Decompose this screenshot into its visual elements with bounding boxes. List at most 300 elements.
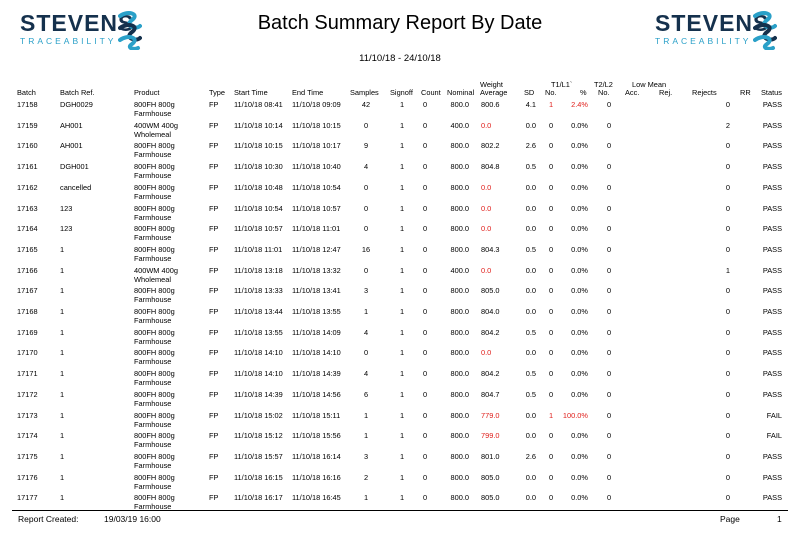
- logo-tagline: TRACEABILITY: [655, 36, 752, 46]
- cell-weight-average: 805.0: [481, 286, 500, 296]
- cell-end-time: 11/10/18 14:39: [292, 369, 341, 379]
- header-status: Status: [761, 88, 782, 97]
- cell-count: 0: [422, 141, 428, 151]
- cell-count: 0: [422, 431, 428, 441]
- cell-batch: 17170: [17, 348, 38, 358]
- cell-t1l1-pct: 2.4%: [571, 100, 588, 109]
- cell-count: 0: [422, 100, 428, 109]
- cell-count: 0: [422, 182, 428, 192]
- header-t2l2-no: No.: [598, 88, 610, 97]
- cell-samples: 16: [361, 244, 371, 254]
- header-t1l1-pct: %: [580, 88, 587, 97]
- cell-signoff: 1: [399, 224, 405, 234]
- cell-end-time: 11/10/18 13:41: [292, 286, 341, 296]
- cell-samples: 1: [363, 307, 369, 316]
- cell-batch: 17167: [17, 286, 38, 296]
- cell-batch: 17159: [17, 120, 38, 130]
- cell-product-name: Farmhouse: [134, 295, 172, 305]
- cell-weight-average: 0.0: [481, 203, 492, 213]
- cell-weight-average: 804.2: [481, 369, 500, 379]
- cell-samples: 0: [363, 265, 369, 275]
- cell-status: FAIL: [766, 410, 782, 420]
- cell-samples: 1: [363, 493, 369, 503]
- cell-t1l1-pct: 0.0%: [571, 162, 588, 172]
- cell-signoff: 1: [399, 286, 405, 296]
- cell-batch: 17165: [17, 244, 38, 254]
- cell-t1l1-pct: 0.0%: [571, 182, 588, 192]
- cell-product-name: Farmhouse: [134, 378, 172, 388]
- cell-product-code: 800FH 800g: [134, 493, 175, 503]
- header-t2l2: T2/L2: [594, 80, 613, 89]
- cell-end-time: 11/10/18 16:14: [292, 451, 341, 461]
- cell-type: FP: [209, 369, 219, 379]
- cell-t1l1-no: 1: [548, 100, 554, 109]
- logo-wordmark: STEVENS: [655, 10, 770, 36]
- cell-t1l1-no: 0: [548, 120, 554, 130]
- cell-rejects: 0: [725, 369, 730, 379]
- cell-rejects: 0: [725, 493, 730, 503]
- cell-samples: 2: [363, 472, 369, 482]
- cell-product-name: Farmhouse: [134, 440, 172, 450]
- cell-weight-average: 802.2: [481, 141, 500, 151]
- cell-type: FP: [209, 286, 219, 296]
- cell-t2l2-no: 0: [606, 203, 612, 213]
- cell-type: FP: [209, 162, 219, 172]
- header-count: Count: [421, 88, 441, 97]
- cell-batch-ref: DGH0029: [60, 100, 93, 109]
- cell-signoff: 1: [399, 369, 405, 379]
- cell-type: FP: [209, 410, 219, 420]
- cell-product-name: Farmhouse: [134, 191, 172, 201]
- cell-rejects: 0: [725, 141, 730, 151]
- cell-end-time: 11/10/18 13:32: [292, 265, 341, 275]
- cell-end-time: 11/10/18 10:40: [292, 162, 341, 172]
- cell-rejects: 0: [725, 431, 730, 441]
- cell-status: PASS: [762, 182, 782, 192]
- cell-t2l2-no: 0: [606, 369, 612, 379]
- cell-type: FP: [209, 472, 219, 482]
- cell-weight-average: 0.0: [481, 265, 492, 275]
- cell-type: FP: [209, 265, 219, 275]
- cell-rejects: 0: [725, 162, 730, 172]
- cell-sd: 0.0: [525, 265, 536, 275]
- cell-t2l2-no: 0: [606, 327, 612, 337]
- cell-signoff: 1: [399, 389, 405, 399]
- cell-status: PASS: [762, 348, 782, 358]
- cell-sd: 0.0: [525, 472, 536, 482]
- cell-weight-average: 0.0: [481, 224, 492, 234]
- cell-samples: 4: [363, 327, 369, 337]
- cell-t1l1-pct: 0.0%: [571, 286, 588, 296]
- cell-end-time: 11/10/18 10:17: [292, 141, 341, 151]
- cell-count: 0: [422, 265, 428, 275]
- logo-tagline: TRACEABILITY: [20, 36, 117, 46]
- cell-product-code: 800FH 800g: [134, 327, 175, 337]
- cell-count: 0: [422, 369, 428, 379]
- cell-start-time: 11/10/18 14:10: [234, 369, 283, 379]
- cell-nominal: 800.0: [450, 203, 469, 213]
- cell-product-code: 800FH 800g: [134, 410, 175, 420]
- cell-batch: 17173: [17, 410, 38, 420]
- cell-samples: 1: [363, 410, 369, 420]
- cell-signoff: 1: [399, 410, 405, 420]
- logo-wordmark: STEVENS: [20, 10, 135, 36]
- cell-product-code: 400WM 400g: [134, 265, 178, 275]
- cell-signoff: 1: [399, 182, 405, 192]
- cell-start-time: 11/10/18 13:18: [234, 265, 283, 275]
- cell-weight-average: 0.0: [481, 348, 492, 358]
- cell-t1l1-no: 0: [548, 348, 554, 358]
- header-product: Product: [134, 88, 160, 97]
- cell-t1l1-no: 0: [548, 224, 554, 234]
- cell-sd: 0.0: [525, 286, 536, 296]
- cell-end-time: 11/10/18 15:11: [292, 410, 341, 420]
- cell-nominal: 800.0: [450, 286, 469, 296]
- cell-product-name: Wholemeal: [134, 274, 171, 284]
- cell-batch: 17175: [17, 451, 38, 461]
- cell-start-time: 11/10/18 15:02: [234, 410, 283, 420]
- cell-samples: 0: [363, 224, 369, 234]
- cell-weight-average: 805.0: [481, 472, 500, 482]
- cell-sd: 0.0: [525, 203, 536, 213]
- header-batch-ref: Batch Ref.: [60, 88, 95, 97]
- cell-status: PASS: [762, 100, 782, 109]
- cell-count: 0: [422, 451, 428, 461]
- header-signoff: Signoff: [390, 88, 413, 97]
- cell-nominal: 800.0: [450, 162, 469, 172]
- cell-signoff: 1: [399, 244, 405, 254]
- cell-count: 0: [422, 389, 428, 399]
- cell-product-name: Farmhouse: [134, 419, 172, 429]
- cell-status: PASS: [762, 203, 782, 213]
- footer-page-value: 1: [777, 514, 782, 524]
- cell-rejects: 2: [725, 120, 730, 130]
- cell-nominal: 800.0: [450, 141, 469, 151]
- footer-created-value: 19/03/19 16:00: [104, 514, 161, 524]
- cell-batch-ref: 1: [60, 286, 65, 296]
- cell-batch: 17177: [17, 493, 38, 503]
- cell-batch-ref: 1: [60, 389, 65, 399]
- cell-signoff: 1: [399, 141, 405, 151]
- cell-t1l1-pct: 0.0%: [571, 120, 588, 130]
- cell-product-code: 800FH 800g: [134, 182, 175, 192]
- cell-weight-average: 804.0: [481, 307, 500, 316]
- cell-status: PASS: [762, 162, 782, 172]
- report-date-range: 11/10/18 - 24/10/18: [359, 53, 441, 64]
- header-sd: SD: [524, 88, 535, 97]
- cell-t1l1-no: 0: [548, 389, 554, 399]
- cell-product-code: 800FH 800g: [134, 224, 175, 234]
- cell-weight-average: 805.0: [481, 493, 500, 503]
- cell-start-time: 11/10/18 10:57: [234, 224, 283, 234]
- cell-batch: 17169: [17, 327, 38, 337]
- cell-product-code: 800FH 800g: [134, 244, 175, 254]
- cell-weight-average: 801.0: [481, 451, 500, 461]
- cell-start-time: 11/10/18 10:30: [234, 162, 283, 172]
- cell-t2l2-no: 0: [606, 389, 612, 399]
- cell-rejects: 0: [725, 451, 730, 461]
- cell-end-time: 11/10/18 10:54: [292, 182, 341, 192]
- cell-weight-average: 0.0: [481, 182, 492, 192]
- cell-batch-ref: 1: [60, 451, 65, 461]
- cell-type: FP: [209, 244, 219, 254]
- cell-t2l2-no: 0: [606, 286, 612, 296]
- cell-product-code: 400WM 400g: [134, 120, 178, 130]
- cell-type: FP: [209, 203, 219, 213]
- header-start-time: Start Time: [234, 88, 268, 97]
- cell-signoff: 1: [399, 265, 405, 275]
- cell-batch-ref: 1: [60, 369, 65, 379]
- cell-samples: 1: [363, 431, 369, 441]
- cell-status: PASS: [762, 265, 782, 275]
- cell-batch-ref: DGH001: [60, 162, 89, 172]
- cell-rejects: 0: [725, 389, 730, 399]
- header-average: Average: [480, 88, 508, 97]
- cell-sd: 4.1: [525, 100, 536, 109]
- cell-start-time: 11/10/18 08:41: [234, 100, 283, 109]
- cell-status: PASS: [762, 141, 782, 151]
- cell-sd: 0.5: [525, 244, 536, 254]
- cell-nominal: 800.0: [450, 472, 469, 482]
- cell-type: FP: [209, 493, 219, 503]
- cell-t1l1-pct: 0.0%: [571, 327, 588, 337]
- cell-product-name: Farmhouse: [134, 233, 172, 243]
- cell-t1l1-pct: 0.0%: [571, 244, 588, 254]
- cell-status: PASS: [762, 244, 782, 254]
- cell-start-time: 11/10/18 13:44: [234, 307, 283, 316]
- cell-t1l1-no: 0: [548, 265, 554, 275]
- header-weight: Weight: [480, 80, 503, 89]
- cell-start-time: 11/10/18 14:39: [234, 389, 283, 399]
- cell-rejects: 0: [725, 182, 730, 192]
- cell-t1l1-no: 1: [548, 410, 554, 420]
- cell-batch: 17160: [17, 141, 38, 151]
- cell-weight-average: 0.0: [481, 120, 492, 130]
- cell-count: 0: [422, 203, 428, 213]
- cell-sd: 2.6: [525, 141, 536, 151]
- footer-created-label: Report Created:: [18, 514, 79, 524]
- cell-product-name: Farmhouse: [134, 171, 172, 181]
- cell-batch-ref: 1: [60, 410, 65, 420]
- cell-sd: 0.0: [525, 431, 536, 441]
- cell-nominal: 800.0: [450, 307, 469, 316]
- cell-product-code: 800FH 800g: [134, 431, 175, 441]
- cell-end-time: 11/10/18 15:56: [292, 431, 341, 441]
- cell-type: FP: [209, 141, 219, 151]
- cell-nominal: 800.0: [450, 224, 469, 234]
- cell-batch-ref: 1: [60, 265, 65, 275]
- cell-samples: 9: [363, 141, 369, 151]
- cell-batch: 17166: [17, 265, 38, 275]
- cell-nominal: 800.0: [450, 431, 469, 441]
- header-rejects: Rejects: [692, 88, 717, 97]
- cell-t1l1-no: 0: [548, 369, 554, 379]
- cell-batch: 17163: [17, 203, 38, 213]
- header-t1l1: T1/L1`: [551, 80, 573, 89]
- cell-product-code: 800FH 800g: [134, 162, 175, 172]
- cell-type: FP: [209, 431, 219, 441]
- cell-product-name: Wholemeal: [134, 129, 171, 139]
- header-nominal: Nominal: [447, 88, 475, 97]
- cell-t1l1-no: 0: [548, 327, 554, 337]
- cell-samples: 4: [363, 369, 369, 379]
- cell-weight-average: 804.2: [481, 327, 500, 337]
- cell-start-time: 11/10/18 15:12: [234, 431, 283, 441]
- cell-end-time: 11/10/18 14:10: [292, 348, 341, 358]
- cell-t2l2-no: 0: [606, 307, 612, 316]
- cell-samples: 0: [363, 203, 369, 213]
- cell-status: PASS: [762, 472, 782, 482]
- cell-weight-average: 804.3: [481, 244, 500, 254]
- cell-batch: 17162: [17, 182, 38, 192]
- cell-nominal: 800.0: [450, 244, 469, 254]
- cell-status: FAIL: [766, 431, 782, 441]
- cell-sd: 0.0: [525, 182, 536, 192]
- cell-rejects: 0: [725, 472, 730, 482]
- cell-count: 0: [422, 493, 428, 503]
- cell-batch-ref: 1: [60, 431, 65, 441]
- cell-t1l1-no: 0: [548, 182, 554, 192]
- cell-type: FP: [209, 224, 219, 234]
- cell-t1l1-pct: 0.0%: [571, 307, 588, 316]
- cell-weight-average: 799.0: [481, 431, 500, 441]
- cell-t1l1-no: 0: [548, 472, 554, 482]
- cell-t1l1-no: 0: [548, 141, 554, 151]
- cell-product-name: Farmhouse: [134, 336, 172, 346]
- cell-batch-ref: 123: [60, 224, 73, 234]
- cell-t1l1-pct: 0.0%: [571, 451, 588, 461]
- cell-batch: 17174: [17, 431, 38, 441]
- cell-sd: 0.0: [525, 410, 536, 420]
- cell-t1l1-no: 0: [548, 431, 554, 441]
- cell-count: 0: [422, 472, 428, 482]
- cell-t1l1-pct: 0.0%: [571, 203, 588, 213]
- cell-t1l1-pct: 0.0%: [571, 224, 588, 234]
- cell-sd: 0.0: [525, 348, 536, 358]
- footer-page-label: Page: [720, 514, 740, 524]
- cell-t1l1-pct: 0.0%: [571, 348, 588, 358]
- cell-batch: 17176: [17, 472, 38, 482]
- cell-batch-ref: AH001: [60, 120, 83, 130]
- cell-status: PASS: [762, 307, 782, 316]
- cell-t2l2-no: 0: [606, 120, 612, 130]
- cell-rejects: 0: [725, 307, 730, 316]
- cell-batch: 17158: [17, 100, 38, 109]
- cell-weight-average: 779.0: [481, 410, 500, 420]
- cell-samples: 0: [363, 120, 369, 130]
- cell-t1l1-no: 0: [548, 286, 554, 296]
- cell-start-time: 11/10/18 10:54: [234, 203, 283, 213]
- cell-batch-ref: 1: [60, 307, 65, 316]
- cell-sd: 2.6: [525, 451, 536, 461]
- cell-t2l2-no: 0: [606, 244, 612, 254]
- cell-batch: 17172: [17, 389, 38, 399]
- cell-t2l2-no: 0: [606, 451, 612, 461]
- cell-rejects: 0: [725, 286, 730, 296]
- cell-samples: 6: [363, 389, 369, 399]
- cell-signoff: 1: [399, 120, 405, 130]
- cell-weight-average: 804.8: [481, 162, 500, 172]
- cell-t2l2-no: 0: [606, 348, 612, 358]
- cell-nominal: 800.0: [450, 451, 469, 461]
- cell-rejects: 0: [725, 348, 730, 358]
- cell-batch-ref: 1: [60, 348, 65, 358]
- cell-type: FP: [209, 327, 219, 337]
- cell-count: 0: [422, 224, 428, 234]
- cell-signoff: 1: [399, 100, 405, 109]
- cell-start-time: 11/10/18 14:10: [234, 348, 283, 358]
- cell-rejects: 0: [725, 327, 730, 337]
- cell-batch: 17171: [17, 369, 38, 379]
- cell-product-code: 800FH 800g: [134, 100, 175, 109]
- cell-signoff: 1: [399, 431, 405, 441]
- cell-nominal: 800.0: [450, 348, 469, 358]
- cell-product-code: 800FH 800g: [134, 451, 175, 461]
- cell-count: 0: [422, 348, 428, 358]
- cell-count: 0: [422, 286, 428, 296]
- cell-sd: 0.5: [525, 162, 536, 172]
- cell-end-time: 11/10/18 09:09: [292, 100, 341, 109]
- cell-start-time: 11/10/18 15:57: [234, 451, 283, 461]
- cell-end-time: 11/10/18 11:01: [292, 224, 341, 234]
- cell-count: 0: [422, 307, 428, 316]
- cell-type: FP: [209, 451, 219, 461]
- cell-samples: 3: [363, 286, 369, 296]
- cell-t1l1-no: 0: [548, 451, 554, 461]
- cell-t1l1-pct: 100.0%: [562, 410, 588, 420]
- cell-batch-ref: 1: [60, 493, 65, 503]
- cell-t1l1-no: 0: [548, 203, 554, 213]
- cell-nominal: 400.0: [450, 265, 469, 275]
- cell-t1l1-no: 0: [548, 307, 554, 316]
- cell-batch: 17168: [17, 307, 38, 316]
- cell-weight-average: 800.6: [481, 100, 500, 109]
- cell-sd: 0.0: [525, 224, 536, 234]
- cell-batch-ref: 1: [60, 327, 65, 337]
- cell-product-name: Farmhouse: [134, 212, 172, 222]
- cell-count: 0: [422, 244, 428, 254]
- cell-t1l1-pct: 0.0%: [571, 472, 588, 482]
- cell-sd: 0.5: [525, 369, 536, 379]
- cell-nominal: 800.0: [450, 389, 469, 399]
- cell-nominal: 800.0: [450, 410, 469, 420]
- cell-t2l2-no: 0: [606, 410, 612, 420]
- cell-rejects: 0: [725, 203, 730, 213]
- cell-batch-ref: AH001: [60, 141, 83, 151]
- cell-end-time: 11/10/18 13:55: [292, 307, 341, 316]
- cell-product-code: 800FH 800g: [134, 389, 175, 399]
- cell-batch: 17161: [17, 162, 38, 172]
- cell-end-time: 11/10/18 12:47: [292, 244, 341, 254]
- cell-start-time: 11/10/18 13:55: [234, 327, 283, 337]
- cell-end-time: 11/10/18 10:57: [292, 203, 341, 213]
- cell-signoff: 1: [399, 327, 405, 337]
- cell-t1l1-no: 0: [548, 162, 554, 172]
- cell-start-time: 11/10/18 10:14: [234, 120, 283, 130]
- cell-product-name: Farmhouse: [134, 150, 172, 160]
- cell-rejects: 0: [725, 410, 730, 420]
- cell-end-time: 11/10/18 10:15: [292, 120, 341, 130]
- cell-product-name: Farmhouse: [134, 481, 172, 491]
- cell-product-code: 800FH 800g: [134, 203, 175, 213]
- cell-samples: 42: [361, 100, 371, 109]
- cell-t2l2-no: 0: [606, 224, 612, 234]
- cell-signoff: 1: [399, 307, 405, 316]
- cell-sd: 0.5: [525, 389, 536, 399]
- cell-product-name: Farmhouse: [134, 502, 172, 512]
- cell-batch: 17164: [17, 224, 38, 234]
- cell-t2l2-no: 0: [606, 431, 612, 441]
